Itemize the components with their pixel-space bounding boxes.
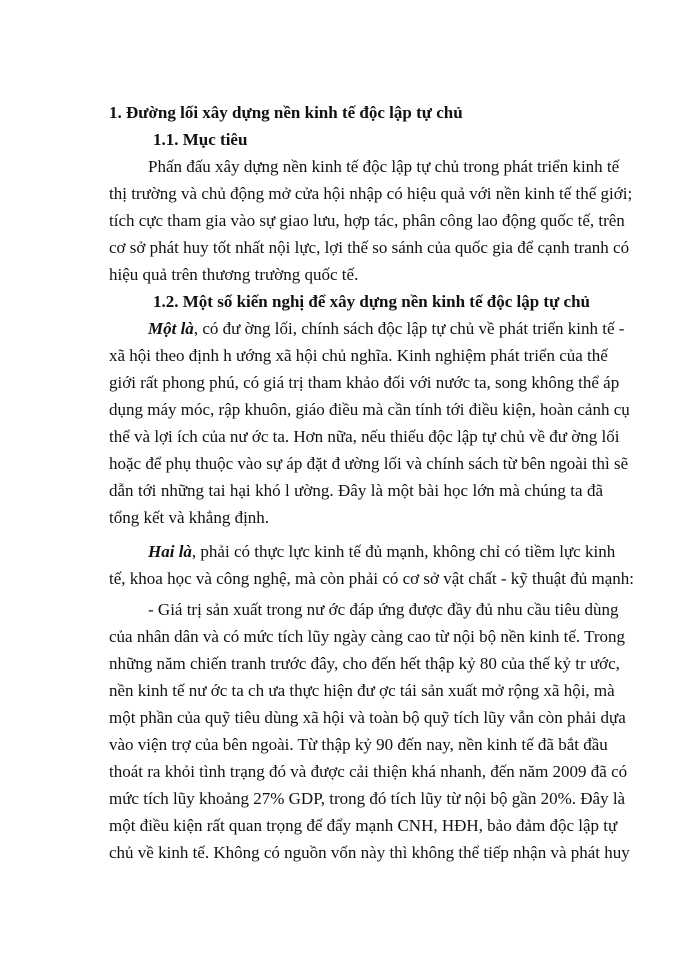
paragraph-line: Một là, có đư ờng lối, chính sách độc lập tự chủ về phát triển kinh tế -	[148, 319, 625, 338]
paragraph-line: nền kinh tế nư ớc ta ch ưa thực hiện đư ợc tái sản xuất mở rộng xã hội, mà	[109, 681, 615, 700]
paragraph-line: thị trường và chủ động mở cửa hội nhập có hiệu quả với nền kinh tế thế giới;	[109, 184, 633, 203]
paragraph-line: một phần của quỹ tiêu dùng xã hội và toàn bộ quỹ tích lũy vẫn còn phải dựa	[109, 708, 626, 727]
paragraph-line: một điều kiện rất quan trọng để đẩy mạnh CNH, HĐH, bảo đảm độc lập tự	[109, 816, 618, 835]
heading-1-1: 1.1. Mục tiêu	[153, 130, 248, 149]
paragraph-line: mức tích lũy khoảng 27% GDP, trong đó tích lũy từ nội bộ gần 20%. Đây là	[109, 789, 626, 808]
paragraph-line: tổng kết và khẳng định.	[109, 508, 270, 527]
paragraph-line: thể và lợi ích của nư ớc ta. Hơn nữa, nếu thiếu độc lập tự chủ về đư ờng lối	[109, 427, 620, 446]
heading-1-2: 1.2. Một số kiến nghị để xây dựng nền kinh tế độc lập tự chủ	[153, 292, 590, 311]
lead-term: Một là	[148, 319, 194, 338]
paragraph-line: dụng máy móc, rập khuôn, giáo điều mà cần tính tới điều kiện, hoàn cảnh cụ	[109, 400, 630, 419]
lead-term: Hai là	[148, 542, 192, 561]
paragraph-line: những năm chiến tranh trước đây, cho đến hết thập kỷ 80 của thế kỷ tr ước,	[109, 654, 620, 673]
paragraph-line: tích cực tham gia vào sự giao lưu, hợp tác, phân công lao động quốc tế, trên	[109, 211, 625, 230]
paragraph-line: - Giá trị sản xuất trong nư ớc đáp ứng được đầy đủ nhu cầu tiêu dùng	[148, 600, 619, 619]
heading-section-1: 1. Đường lối xây dựng nền kinh tế độc lập tự chủ	[109, 103, 463, 122]
paragraph-line: Phấn đấu xây dựng nền kinh tế độc lập tự chủ trong phát triển kinh tế	[148, 157, 620, 176]
paragraph-line: hiệu quả trên thương trường quốc tế.	[109, 265, 359, 284]
paragraph-line: chủ về kinh tế. Không có nguồn vốn này thì không thể tiếp nhận và phát huy	[109, 843, 630, 862]
paragraph-line: dẫn tới những tai hại khó l ường. Đây là một bài học lớn mà chúng ta đã	[109, 481, 603, 500]
paragraph-line: của nhân dân và có mức tích lũy ngày càng cao từ nội bộ nền kinh tế. Trong	[109, 627, 626, 646]
paragraph-line: vào viện trợ của bên ngoài. Từ thập kỷ 90 đến nay, nền kinh tế đã bắt đầu	[109, 735, 608, 754]
paragraph-line: hoặc để phụ thuộc vào sự áp đặt đ ường lối và chính sách từ bên ngoài thì sẽ	[109, 454, 629, 473]
paragraph-line: xã hội theo định h ướng xã hội chủ nghĩa. Kinh nghiệm phát triển của thế	[109, 346, 608, 365]
paragraph-line: thoát ra khỏi tình trạng đó và được cải thiện khá nhanh, đến năm 2009 đã có	[109, 762, 628, 781]
paragraph-line: cơ sở phát huy tốt nhất nội lực, lợi thế so sánh của quốc gia để cạnh tranh có	[109, 238, 630, 257]
paragraph-line: giới rất phong phú, có giá trị tham khảo đối với nước ta, song không thể áp	[109, 373, 620, 392]
paragraph-line: tế, khoa học và công nghệ, mà còn phải có cơ sở vật chất - kỹ thuật đủ mạnh:	[109, 569, 634, 588]
paragraph-line: Hai là, phải có thực lực kinh tế đủ mạnh, không chỉ có tiềm lực kinh	[148, 542, 616, 561]
